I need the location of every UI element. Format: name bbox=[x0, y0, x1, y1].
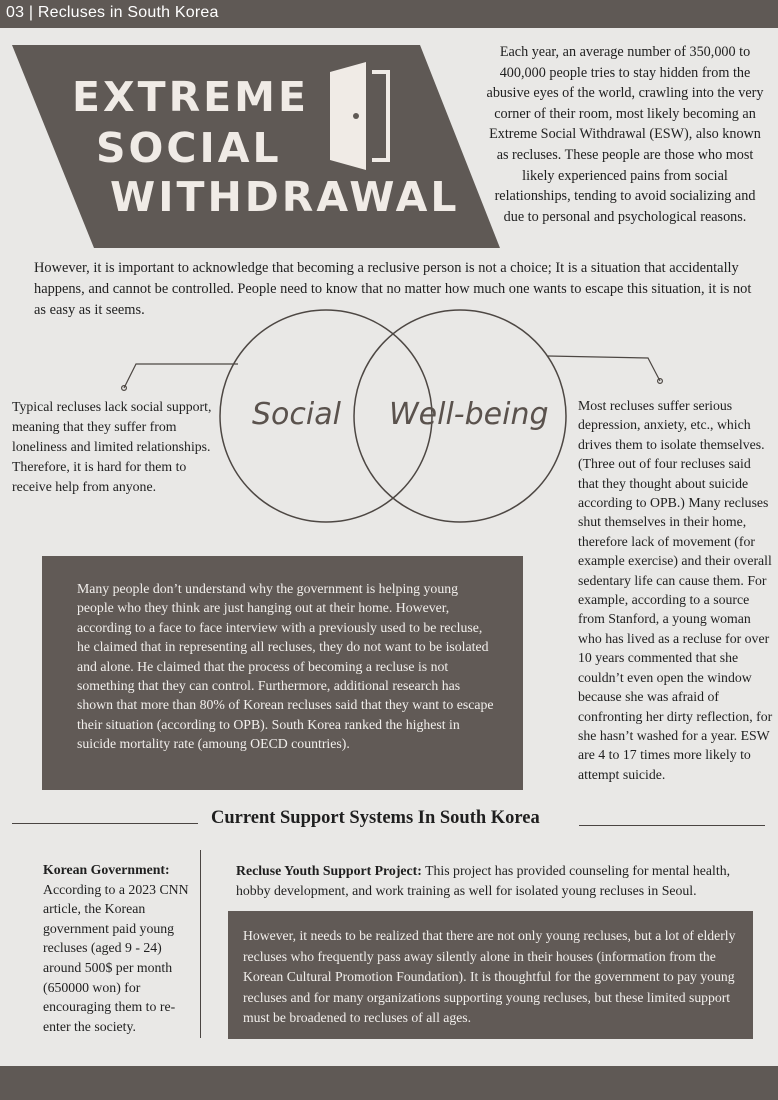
youth-project-label: Recluse Youth Support Project: bbox=[236, 863, 422, 878]
korean-government-label: Korean Government: bbox=[43, 862, 170, 877]
title-line-2: SOCIAL bbox=[96, 124, 282, 172]
elderly-recluses-text: However, it needs to be realized that there are not only young recluses, but a lot of elderly recluses who frequently pass away silently alone in their houses (information from the Korean Cultural Promotion Foundation). It is thoughtful for the government to pay young recluses and for many organizations supporting young recluses, but these limited support must be broadened to recluses of all ages. bbox=[243, 928, 736, 1026]
choice-paragraph: However, it is important to acknowledge that becoming a reclusive person is not a choice; It is a situation that accidentally happens, and cannot be controlled. People need to know that no matter how much one wants to escape this situation, it is not as easy as it seems. bbox=[34, 260, 752, 318]
venn-label-wellbeing: Well-being bbox=[389, 397, 549, 432]
venn-label-social: Social bbox=[252, 397, 341, 432]
footer-bar bbox=[0, 1066, 778, 1100]
interview-text: Many people don’t understand why the government is helping young people who they think are just hanging out at their home. However, according to a face to face interview with a previously used to be recluse, he claimed that in representing all recluses, they do not want to be isolated and alone. He claimed that the process of becoming a recluse is not something that they can control. Furthermore, additional research has shown that more than 80% of Korean recluses said that they want to escape their situation (according to OPB). South Korea ranked the highest in suicide mortality rate (amoung OECD countries). bbox=[77, 581, 494, 752]
intro-paragraph: Each year, an average number of 350,000 to 400,000 people tries to stay hidden from the abusive eyes of the world, crawling into the very corner of their room, most likely becoming an Extreme Social Withdrawal (ESW), also known as recluses. These people are those who most likely experienced pains from social relationships, tending to avoid socializing and due to personal and psychological reasons. bbox=[486, 44, 764, 225]
korean-government-text: According to a 2023 CNN article, the Korean government paid young recluses (aged 9 - 24) around 500$ per month (650000 won) for encouraging them to re-enter the society. bbox=[43, 881, 189, 1034]
right-connector bbox=[548, 356, 660, 381]
title-line-3: WITHDRAWAL bbox=[110, 173, 460, 221]
title-line-1: EXTREME bbox=[72, 73, 309, 121]
page-header-label: 03 | Recluses in South Korea bbox=[6, 4, 219, 21]
section-rule-right bbox=[579, 825, 765, 826]
youth-project-block bbox=[236, 861, 766, 902]
korean-government-block bbox=[43, 860, 193, 1036]
door-icon bbox=[326, 60, 396, 172]
youth-project-text: This project has provided counseling for mental health, hobby development, and work training as well for isolated young recluses in Seoul. bbox=[236, 863, 731, 899]
column-divider bbox=[200, 850, 201, 1038]
section-title: Current Support Systems In South Korea bbox=[211, 808, 540, 828]
section-rule-left bbox=[12, 823, 198, 824]
social-note: Typical recluses lack social support, meaning that they suffer from loneliness and limited relationships. Therefore, it is hard for them to receive help from anyone. bbox=[12, 399, 212, 494]
wellbeing-note: Most recluses suffer serious depression, anxiety, etc., which drives them to isolate themselves. (Three out of four recluses said that they thought about suicide according to OPB.) Many recluses shut themselves in their home, therefore lack of movement (for example exercise) and their overall sedentary life can cause them. For example, according to a source from Stanford, a young woman who has lived as a recluse for over 10 years commented that she couldn’t even open the window because she was afraid of confronting her dirty reflection, for she hasn’t washed for a year. ESW are 4 to 17 times more likely to attempt suicide. bbox=[578, 398, 773, 782]
left-connector bbox=[124, 364, 238, 388]
